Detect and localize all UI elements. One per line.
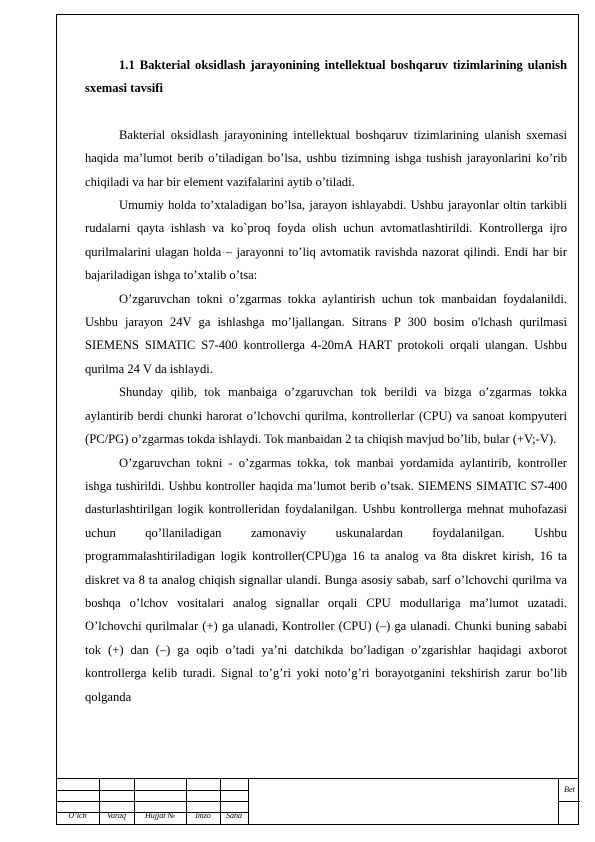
- stamp-label-hujjat: Hujjat №: [145, 811, 175, 820]
- paragraph: Shunday qilib, tok manbaiga o’zgaruvchan tok berildi va bizga o’zgarmas tokka aylantirib berdi chunki harorat o’lchovchi qurilma, kontrollerlar (CPU) va sanoat kompyuteri (PC/PG) o’zgarmas tokda ishlaydi. Tok manbaidan 2 ta chiqish mavjud bo’lib, bular (+V;-V).: [85, 385, 567, 447]
- paragraph: Umumiy holda to’xtaladigan bo’lsa, jarayon ishlayabdi. Ushbu jarayonlar oltin tarkibli rudalarni qayta ishlash va ko`proq foyda olish uchun avtomatlashtirildi. Kontrollerga ijro qurilmalarini ulagan holda – jarayonni to’liq avtomatik ravishda nazorat qilindi. Endi har bir bajariladigan ishga to’xtalib o’tsa:: [85, 198, 567, 283]
- sheet-label: Bet: [564, 785, 575, 794]
- title-block: [56, 778, 579, 825]
- section-title: 1.1 Bakterial oksidlash jarayonining intellektual boshqaruv tizimlarining ulanish sxemasi tavsifi: [85, 58, 567, 96]
- stamp-label-imzo: Imzo: [195, 811, 211, 820]
- title-block-grid: [56, 779, 248, 826]
- stamp-label-varaq: Varaq: [106, 811, 127, 820]
- stamp-label-sana: Sana: [226, 811, 242, 820]
- paragraph: O’zgaruvchan tokni o’zgarmas tokka aylantirish uchun tok manbaidan foydalanildi. Ushbu jarayon 24V ga ishlashga mo’ljallangan. Sitrans P 300 bosim o'lchash qurilmasi SIEMENS SIMATIC S7-400 kontrollerga 4-20mA HART protokoli orqali ulangan. Ushbu qurilma 24 V da ishlaydi.: [85, 291, 567, 376]
- sheet-separator: [559, 801, 580, 802]
- document-body: [85, 54, 567, 709]
- paragraph: Bakterial oksidlash jarayonining intellektual boshqaruv tizimlarining ulanish sxemasi haqida ma’lumot berib o’tiladigan bo’lsa, ushbu tizimning ishga tushish jarayonlarini ko’rib chiqiladi va har bir element vazifalarini aytib o’tiladi.: [85, 127, 567, 189]
- paragraph: O’zgaruvchan tokni - o’zgarmas tokka, tok manbai yordamida aylantirib, kontroller ishga tushirildi. Ushbu kontroller haqida ma’lumot berib o’tsak. SIEMENS SIMATIC S7-400 dasturlashtirilgan logik kontrolleridan foydalanilgan. Ushbu kontrollerga mehnat muhofazasi uchun qo’llaniladigan zamonaviy uskunalardan foydalanilgan. Ushbu programmalashtiriladigan logik kontroller(CPU)ga 16 ta analog va 8ta diskret kirish, 16 ta diskret va 8 ta analog chiqish signallar ulandi. Bunga asosiy sabab, sarf o’lchovchi qurilma va boshqa o’lchov vositalari analog signallar orqali CPU modullariga ma’lumot uzatadi. O’lchovchi qurilmalar (+) ga ulanadi, Kontroller (CPU) (–) ga ulanadi. Chunki buning sababi tok (+) dan (–) ga oqib o’tadi ya’ni datchikda bo’ladigan o’zgarishlar haqidagi axborot kontrollerga kelib turadi. Signal to’g’ri yoki noto’g’ri borayotganini tekshirish zarur bo’lib qolganda: [85, 455, 567, 704]
- sheet-number-box: [558, 779, 580, 824]
- stamp-label-olch: O’lch: [68, 811, 87, 820]
